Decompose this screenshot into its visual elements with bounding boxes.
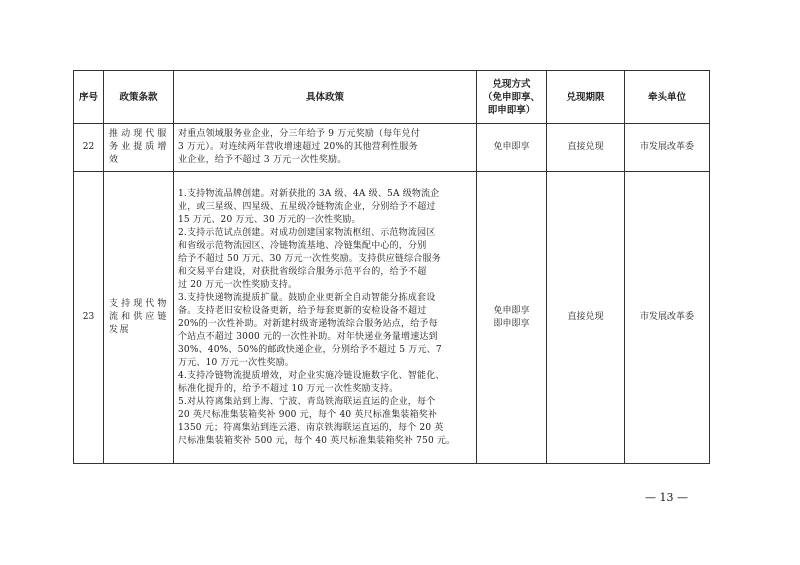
row-seq: 22: [74, 124, 104, 172]
policy-line: 5.对从符离集站到上海、宁波、青岛铁海联运直运的企业，每个: [178, 396, 436, 407]
row-seq: 23: [74, 172, 104, 464]
header-seq: 序号: [74, 71, 104, 124]
policy-line: 和省级示范物流园区、冷链物流基地、冷链集配中心的，分别: [178, 240, 427, 251]
table-row: [74, 124, 710, 172]
header-period: 兑现期限: [547, 71, 625, 124]
row-period: 直接兑现: [547, 124, 625, 172]
row-period: 直接兑现: [547, 172, 625, 464]
header-mode: [477, 71, 547, 124]
header-unit: 牵头单位: [625, 71, 710, 124]
row-unit: 市发展改革委: [625, 124, 710, 172]
row-mode: 免申即享: [477, 124, 547, 172]
row-unit: 市发展改革委: [625, 172, 710, 464]
policy-line: 个站点不超过 3000 元的一次性补助。对年快递业务量增速达到: [178, 331, 438, 342]
policy-line: 2.支持示范试点创建。对成功创建国家物流枢纽、示范物流园区: [178, 227, 436, 238]
row-clause: 推动现代服务业提质增效: [104, 124, 174, 172]
row-mode-line: 免申即享: [493, 305, 530, 316]
policy-line: 15 万元、20 万元、30 万元的一次性奖励。: [178, 214, 361, 225]
policy-line: 备。支持老旧安检设备更新，给予每套更新的安检设备不超过: [178, 305, 427, 316]
header-mode-line: 兑现方式: [492, 78, 531, 90]
policy-line: 业企业，给予不超过 3 万元一次性奖励。: [178, 155, 347, 165]
policy-line: 过 20 万元一次性奖励支持。: [178, 279, 298, 290]
policy-line: 万元、10 万元一次性奖励。: [178, 357, 295, 368]
policy-line: 1.支持物流品牌创建。对新获批的 3A 级、4A 级、5A 级物流企: [178, 188, 440, 199]
policy-line: 业，或三星级、四星级、五星级冷链物流企业，分别给予不超过: [178, 201, 436, 212]
policy-line: 4.支持冷链物流提质增效，对企业实施冷链设施数字化、智能化、: [178, 370, 445, 381]
policy-line: 对重点领域服务业企业，分三年给予 9 万元奖励（每年兑付: [178, 129, 421, 139]
policy-line: 20%的一次性补助。对新建村级寄递物流综合服务站点，给予每: [178, 318, 438, 329]
page-number: — 13 —: [645, 491, 688, 504]
row-policy: [174, 172, 477, 464]
policy-line: 1350 元；符离集站到连云港、南京铁海联运直运的，每个 20 英: [178, 422, 444, 433]
table-header-row: [74, 71, 710, 124]
policy-line: 20 英尺标准集装箱奖补 900 元，每个 40 英尺标准集装箱奖补: [178, 409, 438, 420]
row-mode: [477, 172, 547, 464]
row-mode-line: 即申即享: [493, 318, 530, 329]
table-row: [74, 172, 710, 464]
policy-line: 给予不超过 50 万元、30 万元一次性奖励。支持供应链综合服务: [178, 253, 441, 264]
policy-line: 3 万元）。对连续两年营收增速超过 20%的其他营利性服务: [178, 142, 418, 152]
policy-line: 3.支持快递物流提质扩量。鼓励企业更新全自动智能分拣成套设: [178, 292, 436, 303]
policy-line: 和交易平台建设，对获批省级综合服务示范平台的，给予不超: [178, 266, 427, 277]
header-mode-line: 即申即享）: [487, 104, 536, 116]
header-policy: 具体政策: [174, 71, 477, 124]
policy-line: 尺标准集装箱奖补 500 元，每个 40 英尺标准集装箱奖补 750 元。: [178, 435, 456, 446]
policy-table: [73, 70, 710, 464]
row-clause: 支持现代物流和供应链发展: [104, 172, 174, 464]
policy-line: 30%、40%、50%的邮政快递企业，分别给予不超过 5 万元、7: [178, 344, 442, 355]
policy-line: 标准化提升的，给予不超过 10 万元一次性奖励支持。: [178, 383, 399, 394]
header-mode-line: （免申即享、: [482, 91, 540, 103]
header-clause: 政策条款: [104, 71, 174, 124]
row-policy: [174, 124, 477, 172]
